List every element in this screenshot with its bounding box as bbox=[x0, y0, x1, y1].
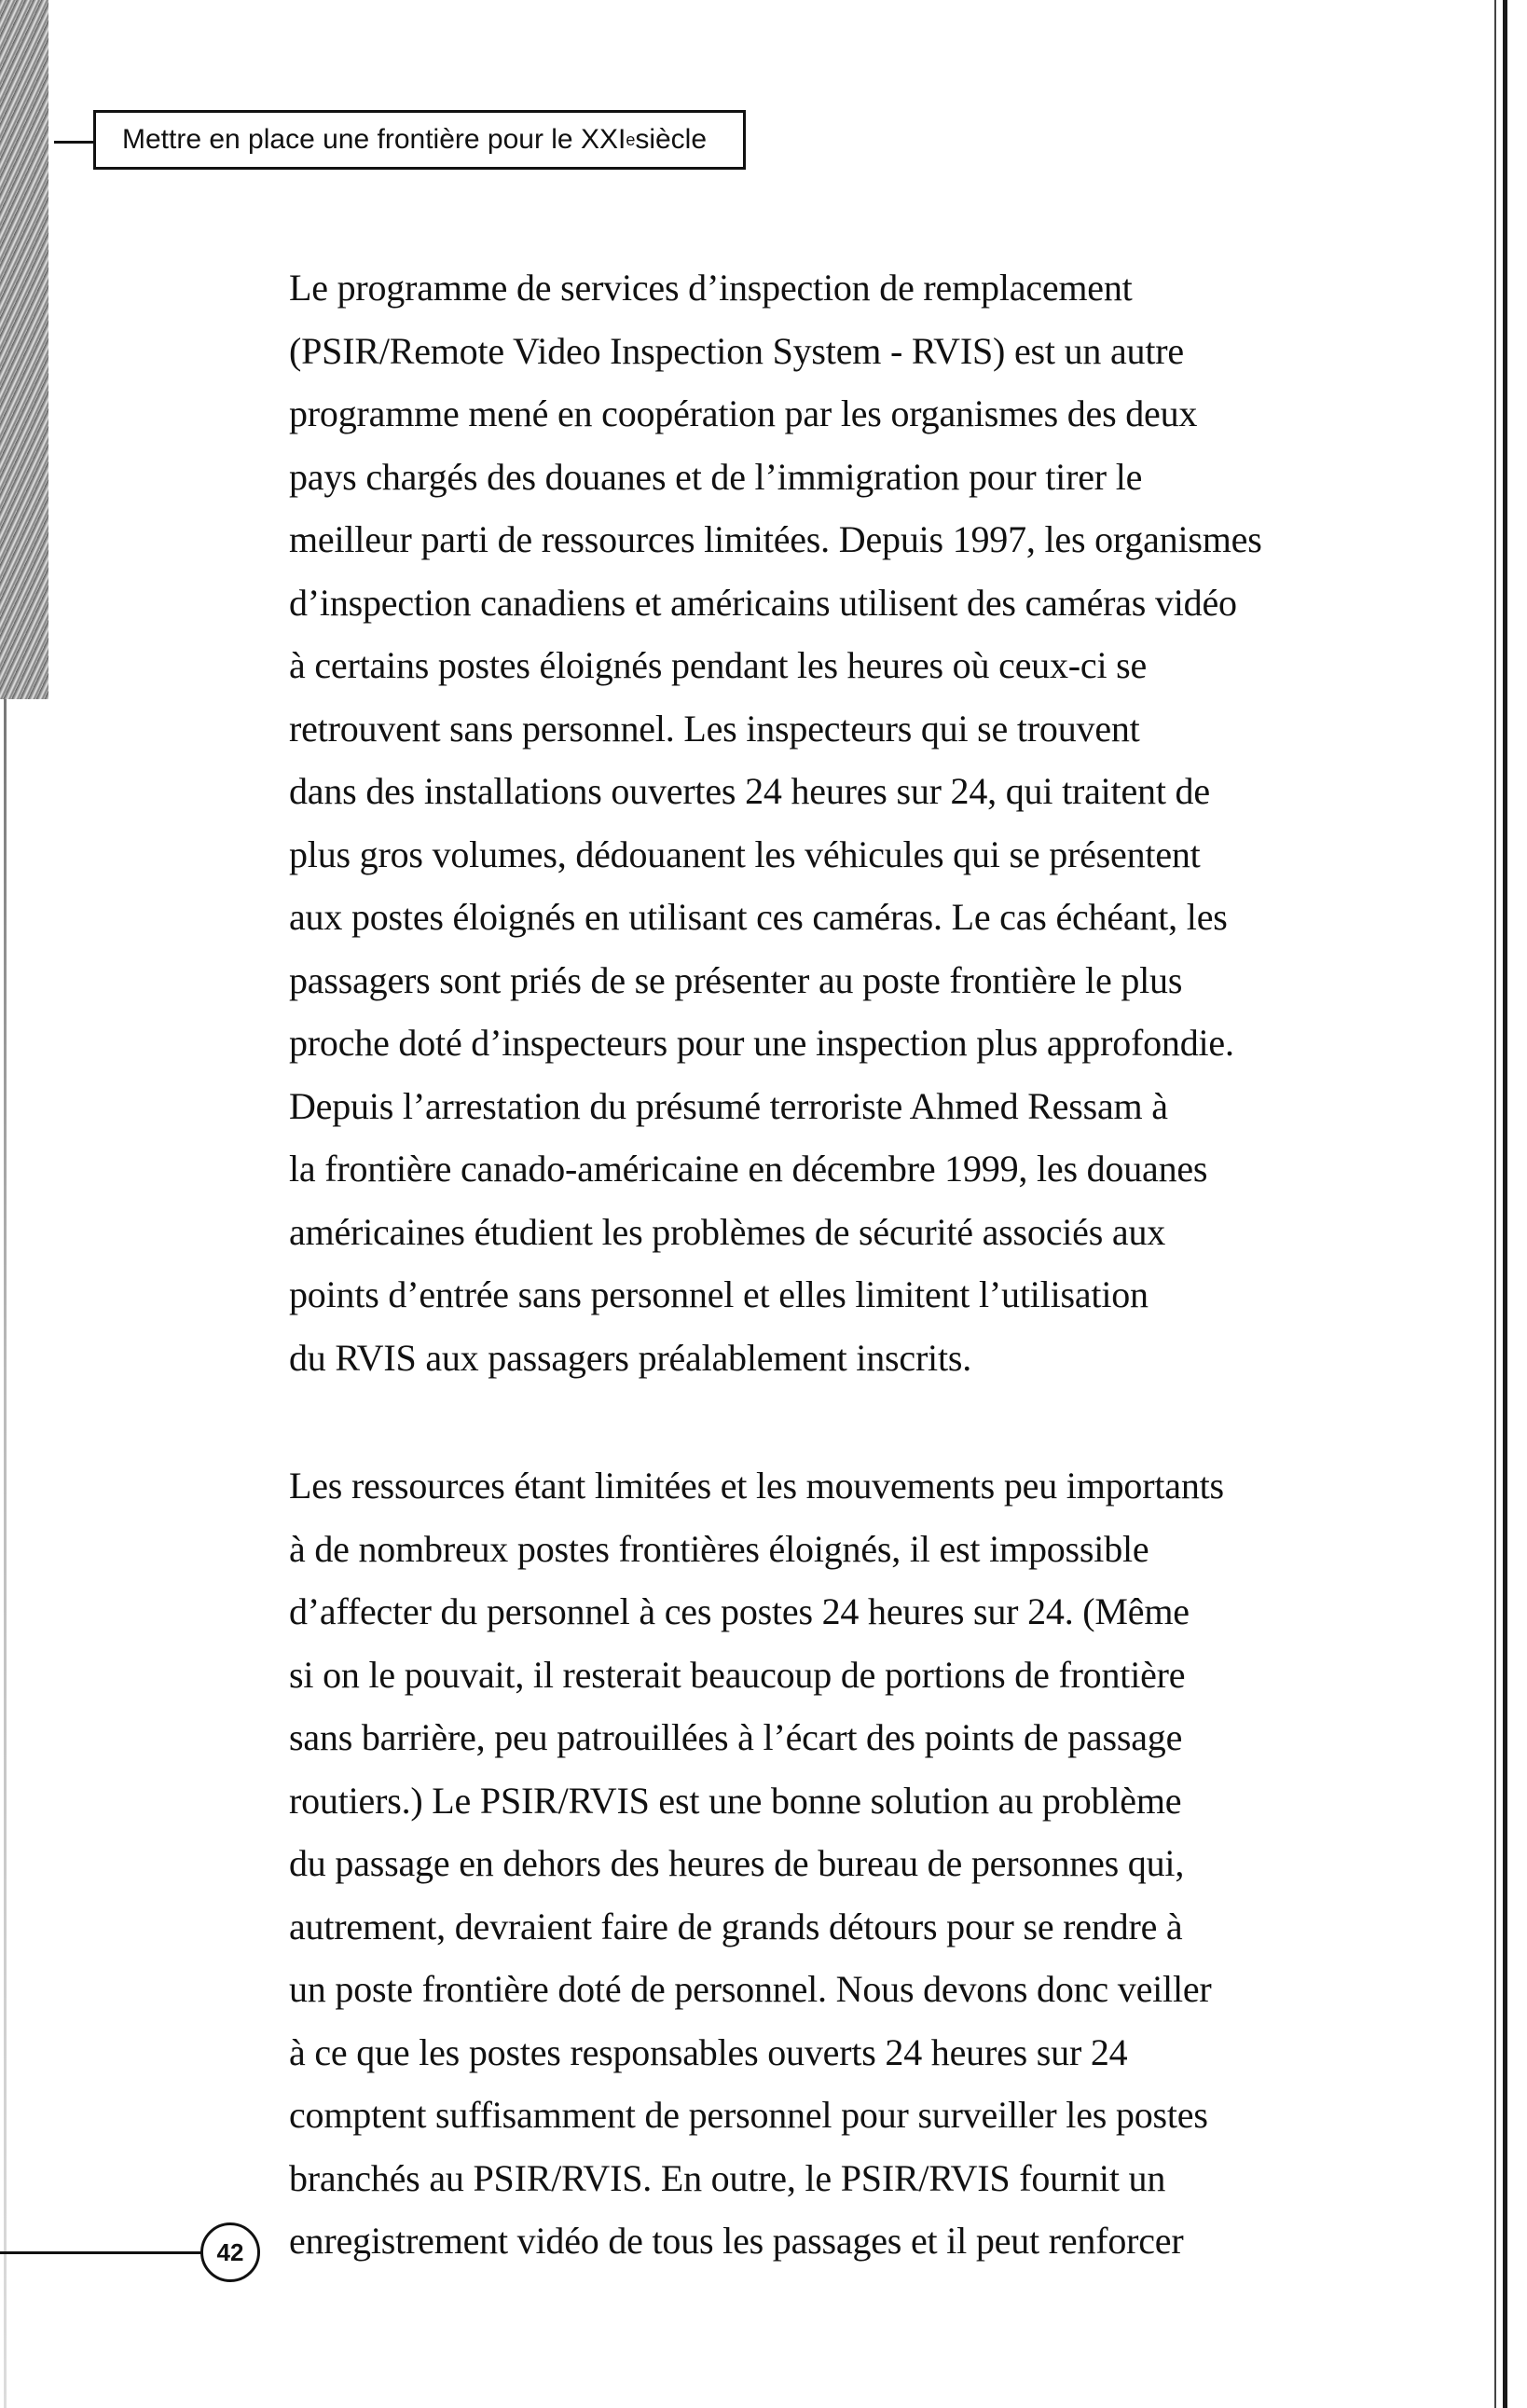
text-line: du passage en dehors des heures de bureau de personnes qui, bbox=[289, 1842, 1185, 1884]
running-header: Mettre en place une frontière pour le XXI e siècle bbox=[93, 110, 746, 170]
text-line: d’inspection canadiens et américains utilisent des caméras vidéo bbox=[289, 581, 1237, 624]
text-line: Le programme de services d’inspection de remplacement bbox=[289, 267, 1133, 309]
text-line: retrouvent sans personnel. Les inspecteurs qui se trouvent bbox=[289, 707, 1140, 750]
text-line: programme mené en coopération par les organismes des deux bbox=[289, 392, 1198, 434]
body-text bbox=[289, 256, 1398, 2273]
text-line: (PSIR/Remote Video Inspection System - RVIS) est un autre bbox=[289, 329, 1184, 372]
text-line: meilleur parti de ressources limitées. Depuis 1997, les organismes bbox=[289, 518, 1262, 560]
page-number: 42 bbox=[216, 2237, 244, 2266]
text-line: proche doté d’inspecteurs pour une inspection plus approfondie. bbox=[289, 1022, 1234, 1064]
text-line: si on le pouvait, il resterait beaucoup de portions de frontière bbox=[289, 1653, 1186, 1696]
scan-edge-line-right-inner bbox=[1494, 0, 1496, 2408]
text-line: aux postes éloignés en utilisant ces caméras. Le cas échéant, les bbox=[289, 896, 1228, 938]
scan-edge-line-left bbox=[4, 699, 7, 2408]
text-line: à de nombreux postes frontières éloignés, il est impossible bbox=[289, 1527, 1149, 1570]
text-line: branchés au PSIR/RVIS. En outre, le PSIR/RVIS fournit un bbox=[289, 2156, 1166, 2199]
text-line: à certains postes éloignés pendant les heures où ceux-ci se bbox=[289, 644, 1148, 686]
paragraph-2 bbox=[289, 1454, 1398, 2273]
text-line: américaines étudient les problèmes de sécurité associés aux bbox=[289, 1210, 1166, 1253]
text-line: Les ressources étant limitées et les mouvements peu importants bbox=[289, 1465, 1224, 1507]
text-line: du RVIS aux passagers préalablement inscrits. bbox=[289, 1336, 972, 1379]
text-line: dans des installations ouvertes 24 heures sur 24, qui traitent de bbox=[289, 770, 1210, 812]
running-header-title-end: siècle bbox=[635, 124, 708, 155]
text-line: routiers.) Le PSIR/RVIS est une bonne solution au problème bbox=[289, 1779, 1182, 1822]
text-line: un poste frontière doté de personnel. Nous devons donc veiller bbox=[289, 1968, 1212, 2010]
text-line: enregistrement vidéo de tous les passages et il peut renforcer bbox=[289, 2220, 1184, 2262]
text-line: la frontière canado-américaine en décembre 1999, les douanes bbox=[289, 1148, 1208, 1190]
scan-edge-texture bbox=[0, 0, 48, 699]
footer-rule bbox=[0, 2251, 203, 2254]
paragraph-1 bbox=[289, 256, 1398, 1389]
scan-edge-line-right bbox=[1503, 0, 1507, 2408]
text-line: autrement, devraient faire de grands détours pour se rendre à bbox=[289, 1905, 1183, 1947]
text-line: sans barrière, peu patrouillées à l’écart des points de passage bbox=[289, 1716, 1183, 1758]
text-line: d’affecter du personnel à ces postes 24 heures sur 24. (Même bbox=[289, 1590, 1190, 1632]
running-header-title: Mettre en place une frontière pour le XXI bbox=[122, 124, 626, 155]
text-line: plus gros volumes, dédouanent les véhicules qui se présentent bbox=[289, 832, 1201, 875]
page-number-badge bbox=[200, 2222, 260, 2282]
text-line: comptent suffisamment de personnel pour surveiller les postes bbox=[289, 2094, 1208, 2136]
header-rule bbox=[54, 141, 93, 144]
text-line: à ce que les postes responsables ouverts 24 heures sur 24 bbox=[289, 2030, 1128, 2073]
text-line: passagers sont priés de se présenter au poste frontière le plus bbox=[289, 958, 1183, 1001]
text-line: pays chargés des douanes et de l’immigration pour tirer le bbox=[289, 455, 1143, 498]
text-line: Depuis l’arrestation du présumé terroriste Ahmed Ressam à bbox=[289, 1084, 1168, 1127]
text-line: points d’entrée sans personnel et elles limitent l’utilisation bbox=[289, 1273, 1149, 1315]
